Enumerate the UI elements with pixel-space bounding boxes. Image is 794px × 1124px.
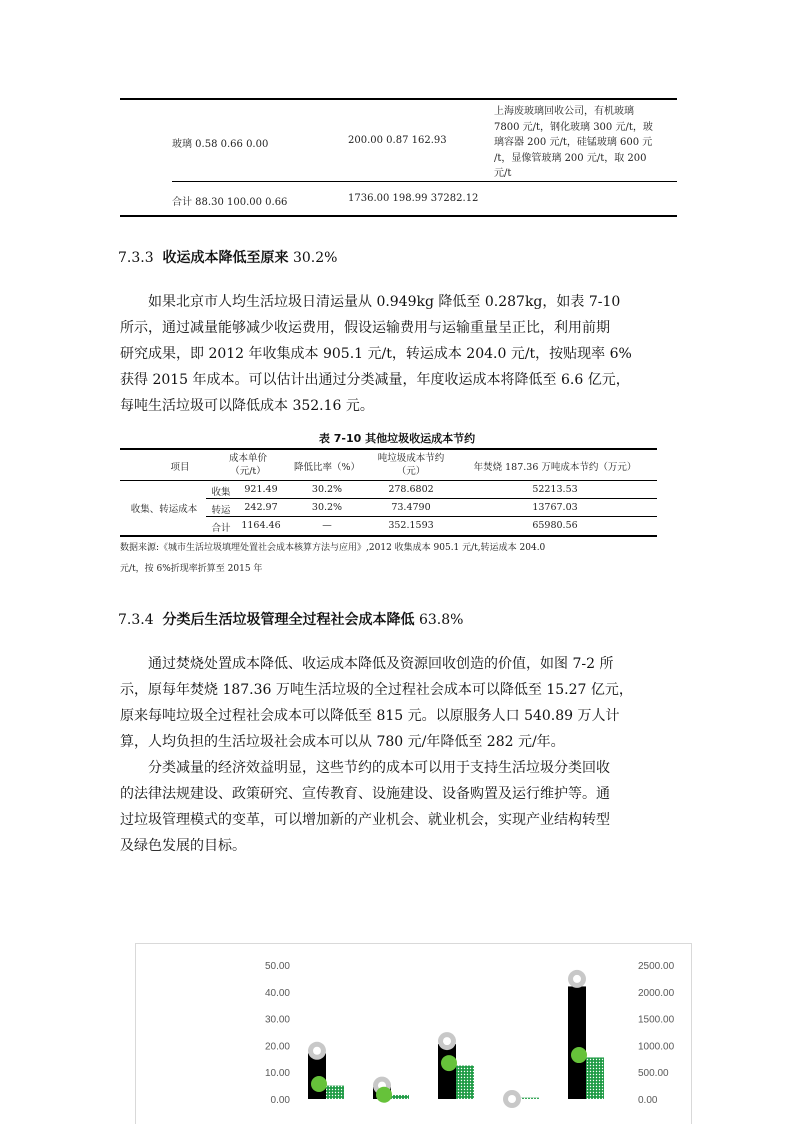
right-axis-tick-label: 2500.00 [638,961,675,972]
paragraph-line: 获得 2015 年成本。可以估计出通过分类减量，年度收运成本将降低至 6.6 亿元， [120,372,630,388]
marker-green-dot [311,1076,327,1092]
section-number: 7.3.4 [118,612,154,628]
table-caption: 表 7-10 其他垃圾收运成本节约 [318,432,476,445]
row-annual: 13767.03 [532,502,578,513]
paragraph-line: 过垃圾管理模式的变革，可以增加新的产业机会、就业机会，实现产业结构转型 [120,812,610,828]
marker-green-dot [376,1087,392,1103]
row-rate: 30.2% [311,502,343,513]
top-table-rule-mid [172,181,677,182]
paragraph-line: 如果北京市人均生活垃圾日清运量从 0.949kg 降低至 0.287kg，如表 7-10 [120,294,621,310]
row-annual: 65980.56 [532,520,578,531]
bar-green-dotted [521,1098,539,1099]
left-axis-tick-label: 30.00 [264,1014,290,1026]
section-heading-734 [118,609,463,629]
marker-green-dot [441,1055,457,1071]
paragraph-line: 示，原每年焚烧 187.36 万吨生活垃圾的全过程社会成本可以降低至 15.27 亿元， [120,682,633,698]
row-rate: 30.2% [311,484,343,495]
section-title: 分类后生活垃圾管理全过程社会成本降低 [162,612,415,628]
note-line: 元/t [494,168,512,179]
paragraph-line: 的法律法规建设、政策研究、宣传教育、设施建设、设备购置及运行维护等。通 [120,786,610,802]
header-item: 项目 [170,462,190,473]
paragraph-line: 研究成果，即 2012 年收集成本 905.1 元/t，转运成本 204.0 元/t，按贴现率 6% [120,346,632,362]
glass-row-values: 玻璃 0.58 0.66 0.00 [172,139,269,150]
bar-black [308,1053,326,1099]
note-line: 璃容器 200 元/t，硅锰玻璃 600 元 [494,137,653,148]
marker-grey-ring-center [573,975,581,983]
table-rule-top [120,448,657,450]
right-axis-tick-label: 500.00 [638,1068,669,1080]
row-per-ton: 73.4790 [391,502,431,513]
row-name: 收集 [211,487,231,498]
header-unit-cost [210,452,286,478]
paragraph-733 [120,289,680,419]
glass-row-note [494,104,653,182]
row-name: 转运 [211,505,231,516]
table-rule-bottom [120,535,657,537]
cost-chart [136,944,691,1124]
top-table-rule-bottom [120,215,677,217]
paragraph-734 [120,651,680,859]
right-axis-tick-label: 1000.00 [638,1041,675,1053]
bar-green-dotted [586,1057,604,1099]
row-name: 合计 [211,523,231,534]
chart-frame [135,943,692,1124]
row-rate: — [322,520,332,531]
row-per-ton: 278.6802 [388,484,434,495]
table-rule-row2 [206,516,657,517]
section-value: 63.8% [418,612,464,628]
row-unit-cost: 242.97 [244,502,278,513]
row-annual: 52213.53 [532,484,578,495]
paragraph-line: 原来每吨垃圾全过程社会成本可以降低至 815 元。以原服务人口 540.89 万人计 [120,708,620,724]
bar-green-dotted [456,1066,474,1100]
right-axis-tick-label: 0.00 [638,1095,658,1106]
left-axis-tick-label: 40.00 [264,987,290,999]
total-row-right: 1736.00 198.99 37282.12 [348,193,479,204]
marker-grey-ring-center [313,1047,321,1055]
header-per-ton [368,452,454,478]
note-line: 上海废玻璃回收公司，有机玻璃 [494,106,634,117]
row-unit-cost: 1164.46 [241,520,281,531]
section-number: 7.3.3 [118,250,154,266]
bar-black [568,986,586,1099]
paragraph-line: 所示，通过减量能够减少收运费用，假设运输费用与运输重量呈正比，利用前期 [120,320,610,336]
header-reduction-rate: 降低比率（%） [293,462,361,473]
header-unit-cost-line1: 成本单价 [228,453,267,464]
group-label: 收集、转运成本 [130,504,198,515]
left-axis-tick-label: 20.00 [264,1041,290,1053]
row-unit-cost: 921.49 [244,484,278,495]
table-rule-row1 [206,498,657,499]
paragraph-line: 及绿色发展的目标。 [120,838,246,854]
note-line: 7800 元/t，钢化玻璃 300 元/t，玻 [494,121,653,133]
section-value: 30.2% [292,250,338,266]
marker-green-dot [571,1047,587,1063]
left-axis-tick-label: 0.00 [270,1095,290,1106]
section-heading-733 [118,247,337,267]
paragraph-line: 通过焚烧处置成本降低、收运成本降低及资源回收创造的价值，如图 7-2 所 [120,656,614,672]
header-per-ton-line1: 吨垃圾成本节约 [377,453,445,464]
marker-grey-ring-center [508,1095,516,1103]
table-source-note [120,538,545,580]
header-per-ton-line2: （元） [396,466,426,477]
note-line: /t，显像管玻璃 200 元/t，取 200 [494,152,647,164]
paragraph-line: 每吨生活垃圾可以降低成本 352.16 元。 [120,398,374,414]
bar-green-dotted [391,1095,409,1099]
glass-row-mid-values: 200.00 0.87 162.93 [348,135,447,146]
table-rule-header [120,480,657,481]
header-annual: 年焚烧 187.36 万吨成本节约（万元） [473,462,637,473]
marker-grey-ring-center [443,1037,451,1045]
paragraph-line: 分类减量的经济效益明显，这些节约的成本可以用于支持生活垃圾分类回收 [120,760,610,776]
source-line: 数据来源:《城市生活垃圾填埋处置社会成本核算方法与应用》,2012 收集成本 905.1 元/t,转运成本 204.0 [120,543,546,553]
paragraph-line: 算，人均负担的生活垃圾社会成本可以从 780 元/年降低至 282 元/年。 [120,734,565,750]
bar-black [438,1044,456,1099]
left-axis-tick-label: 10.00 [264,1068,290,1080]
left-axis-tick-label: 50.00 [264,961,290,972]
source-line: 元/t，按 6%折现率折算至 2015 年 [120,564,263,574]
bar-green-dotted [326,1086,344,1099]
total-row-left: 合计 88.30 100.00 0.66 [172,197,288,208]
header-unit-cost-line2: （元/t） [230,466,266,477]
right-axis-tick-label: 1500.00 [638,1014,675,1026]
top-table-rule-top [120,98,677,100]
row-per-ton: 352.1593 [388,520,434,531]
right-axis-tick-label: 2000.00 [638,987,675,999]
section-title: 收运成本降低至原来 [162,250,289,266]
